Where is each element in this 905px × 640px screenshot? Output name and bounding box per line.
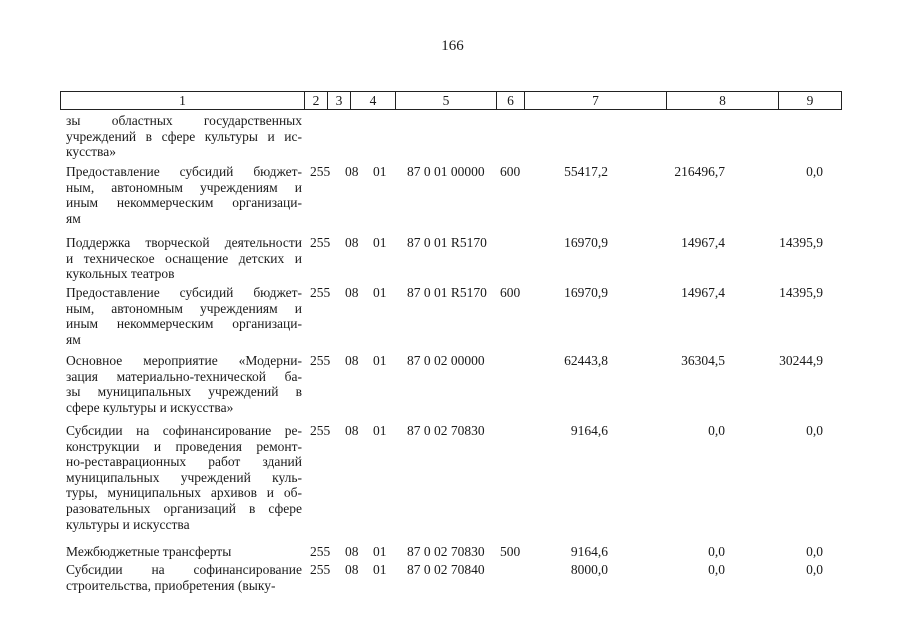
- cell-col-6: 600: [500, 285, 521, 300]
- description-line: ям: [66, 331, 81, 347]
- cell-col-5: 87 0 02 00000: [407, 353, 485, 368]
- description-line: и техническое оснащение детских и: [66, 250, 302, 266]
- cell-col-2: 255: [310, 353, 331, 368]
- description-line: иным некоммерческим организаци-: [66, 195, 302, 211]
- description-line: кукольных театров: [66, 266, 175, 282]
- header-col-3: 3: [328, 92, 351, 109]
- cell-col-2: 255: [310, 562, 331, 577]
- description-line: ным, автономным учреждениям и: [66, 300, 302, 316]
- header-col-4: 4: [351, 92, 396, 109]
- row-description: [66, 113, 302, 160]
- cell-col-9: 14395,9: [779, 235, 823, 250]
- cell-col-8: 14967,4: [681, 285, 725, 300]
- row-description: [66, 353, 302, 415]
- cell-col-7: 62443,8: [564, 353, 608, 368]
- description-line: Предоставление субсидий бюджет-: [66, 164, 302, 179]
- page-number: 166: [441, 38, 464, 54]
- cell-col-4: 01: [373, 544, 387, 559]
- row-description: [66, 562, 302, 593]
- description-line: сфере культуры и искусства»: [66, 399, 234, 415]
- header-col-2: 2: [305, 92, 328, 109]
- cell-col-8: 0,0: [708, 544, 725, 559]
- cell-col-5: 87 0 02 70830: [407, 423, 485, 438]
- cell-col-3: 08: [345, 164, 359, 179]
- cell-col-2: 255: [310, 285, 331, 300]
- cell-col-8: 0,0: [708, 562, 725, 577]
- row-description: [66, 423, 302, 532]
- description-line: разовательных организаций в сфере: [66, 500, 302, 516]
- cell-col-5: 87 0 01 R5170: [407, 285, 487, 300]
- cell-col-6: 500: [500, 544, 521, 559]
- cell-col-3: 08: [345, 423, 359, 438]
- cell-col-9: 0,0: [806, 544, 823, 559]
- cell-col-4: 01: [373, 164, 387, 179]
- row-description: [66, 164, 302, 226]
- description-line: ным, автономным учреждениям и: [66, 179, 302, 195]
- description-line: Предоставление субсидий бюджет-: [66, 285, 302, 300]
- row-description: [66, 285, 302, 347]
- table-header: [60, 91, 842, 110]
- description-line: но-реставрационных работ зданий: [66, 454, 302, 470]
- cell-col-4: 01: [373, 423, 387, 438]
- description-line: ям: [66, 210, 81, 226]
- description-line: Поддержка творческой деятельности: [66, 235, 302, 250]
- cell-col-3: 08: [345, 235, 359, 250]
- description-line: зы областных государственных: [66, 113, 302, 128]
- cell-col-4: 01: [373, 285, 387, 300]
- cell-col-8: 36304,5: [681, 353, 725, 368]
- cell-col-2: 255: [310, 164, 331, 179]
- header-col-9: 9: [806, 93, 814, 108]
- description-line: зация материально-технической ба-: [66, 368, 302, 384]
- description-line: туры, муниципальных архивов и об-: [66, 485, 302, 501]
- cell-col-7: 16970,9: [564, 235, 608, 250]
- cell-col-9: 30244,9: [779, 353, 823, 368]
- cell-col-4: 01: [373, 235, 387, 250]
- description-line: зы муниципальных учреждений в: [66, 384, 302, 400]
- description-line: конструкции и проведения ремонт-: [66, 438, 302, 454]
- header-col-5: 5: [396, 92, 497, 109]
- header-col-8: 8: [667, 92, 779, 109]
- cell-col-2: 255: [310, 235, 331, 250]
- cell-col-9: 14395,9: [779, 285, 823, 300]
- cell-col-9: 0,0: [806, 423, 823, 438]
- cell-col-8: 14967,4: [681, 235, 725, 250]
- cell-col-7: 9164,6: [570, 544, 608, 559]
- description-line: Субсидии на софинансирование ре-: [66, 423, 302, 438]
- header-col-7: 7: [525, 92, 667, 109]
- cell-col-3: 08: [345, 285, 359, 300]
- row-description: [66, 235, 302, 282]
- row-description: [66, 544, 302, 560]
- cell-col-5: 87 0 01 00000: [407, 164, 485, 179]
- cell-col-8: 0,0: [708, 423, 725, 438]
- header-col-1: 1: [61, 92, 305, 109]
- header-col-6: 6: [497, 92, 525, 109]
- description-line: Основное мероприятие «Модерни-: [66, 353, 302, 368]
- cell-col-3: 08: [345, 562, 359, 577]
- cell-col-2: 255: [310, 544, 331, 559]
- cell-col-7: 9164,6: [570, 423, 608, 438]
- description-line: муниципальных учреждений куль-: [66, 469, 302, 485]
- cell-col-5: 87 0 02 70830: [407, 544, 485, 559]
- cell-col-9: 0,0: [806, 562, 823, 577]
- cell-col-4: 01: [373, 562, 387, 577]
- description-line: строительства, приобретения (выку-: [66, 577, 276, 593]
- cell-col-5: 87 0 02 70840: [407, 562, 485, 577]
- cell-col-5: 87 0 01 R5170: [407, 235, 487, 250]
- cell-col-8: 216496,7: [674, 164, 725, 179]
- cell-col-9: 0,0: [806, 164, 823, 179]
- description-line: кусства»: [66, 144, 116, 160]
- cell-col-3: 08: [345, 544, 359, 559]
- cell-col-7: 16970,9: [564, 285, 608, 300]
- description-line: иным некоммерческим организаци-: [66, 316, 302, 332]
- description-line: Субсидии на софинансирование: [66, 562, 302, 577]
- cell-col-4: 01: [373, 353, 387, 368]
- description-line: Межбюджетные трансферты: [66, 544, 232, 559]
- cell-col-6: 600: [500, 164, 521, 179]
- cell-col-2: 255: [310, 423, 331, 438]
- description-line: учреждений в сфере культуры и ис-: [66, 128, 302, 144]
- cell-col-7: 55417,2: [564, 164, 608, 179]
- description-line: культуры и искусства: [66, 516, 190, 532]
- cell-col-7: 8000,0: [570, 562, 608, 577]
- cell-col-3: 08: [345, 353, 359, 368]
